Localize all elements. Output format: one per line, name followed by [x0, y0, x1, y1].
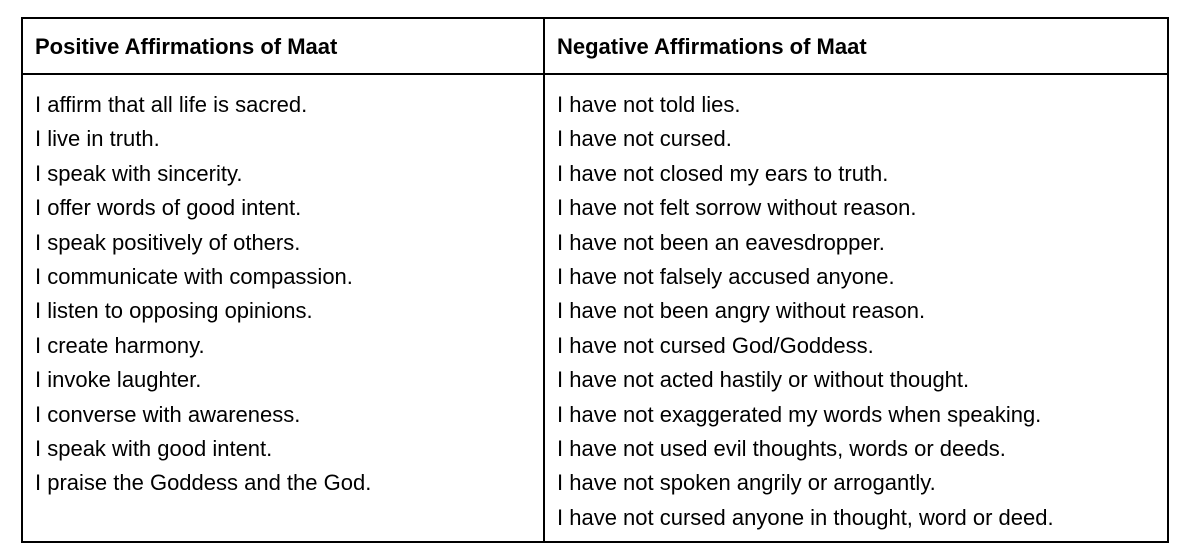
list-item: I listen to opposing opinions. [35, 298, 313, 324]
list-item: I have not spoken angrily or arrogantly. [557, 470, 936, 496]
list-item: I have not cursed anyone in thought, word or deed. [557, 504, 1054, 530]
list-item: I create harmony. [35, 332, 205, 358]
header-positive: Positive Affirmations of Maat [23, 19, 545, 75]
list-item: I have not closed my ears to truth. [557, 160, 889, 186]
list-item: I speak with good intent. [35, 436, 273, 462]
list-item: I have not used evil thoughts, words or deeds. [557, 436, 1006, 462]
list-item: I converse with awareness. [35, 401, 301, 427]
list-item: I have not been angry without reason. [557, 298, 926, 324]
list-item: I have not falsely accused anyone. [557, 264, 895, 290]
list-item: I invoke laughter. [35, 367, 202, 393]
negative-affirmations-list [545, 75, 1167, 541]
list-item: I have not exaggerated my words when speaking. [557, 401, 1042, 427]
list-item: I live in truth. [35, 126, 160, 152]
affirmations-table [21, 17, 1169, 543]
list-item: I communicate with compassion. [35, 264, 353, 290]
list-item: I have not cursed God/Goddess. [557, 332, 874, 358]
list-item: I have not been an eavesdropper. [557, 229, 885, 255]
list-item: I have not cursed. [557, 126, 732, 152]
list-item: I affirm that all life is sacred. [35, 92, 308, 117]
list-item: I have not felt sorrow without reason. [557, 195, 917, 221]
list-item: I offer words of good intent. [35, 195, 302, 221]
list-item: I speak positively of others. [35, 229, 301, 255]
list-item: I have not told lies. [557, 92, 741, 117]
list-item: I speak with sincerity. [35, 160, 243, 186]
list-item: I have not acted hastily or without thought. [557, 367, 970, 393]
header-negative: Negative Affirmations of Maat [545, 19, 1167, 75]
list-item: I praise the Goddess and the God. [35, 470, 372, 496]
positive-affirmations-list [23, 75, 545, 541]
